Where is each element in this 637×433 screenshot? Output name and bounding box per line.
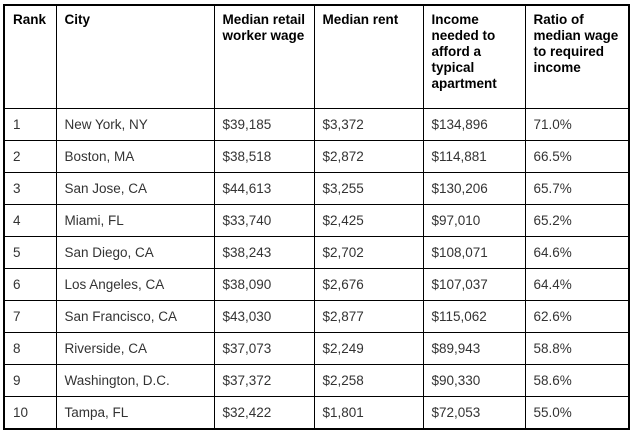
column-header-median-retail-worker-wage: Median retail worker wage [214,5,314,109]
table-cell: 4 [4,205,56,237]
table-cell: San Jose, CA [56,173,214,205]
table-cell: $134,896 [423,109,525,141]
table-cell: $37,372 [214,365,314,397]
table-cell: 64.6% [525,237,629,269]
table-cell: New York, NY [56,109,214,141]
column-header-median-rent: Median rent [314,5,423,109]
table-cell: $39,185 [214,109,314,141]
table-cell: $2,676 [314,269,423,301]
table-cell: 7 [4,301,56,333]
table-cell: $115,062 [423,301,525,333]
table-cell: Washington, D.C. [56,365,214,397]
table-cell: 10 [4,397,56,430]
header-row [4,5,629,109]
table-cell: 66.5% [525,141,629,173]
table-cell: 65.2% [525,205,629,237]
table-cell: 1 [4,109,56,141]
table-cell: $2,702 [314,237,423,269]
table-cell: 64.4% [525,269,629,301]
table-cell: $2,249 [314,333,423,365]
table-row [4,205,629,237]
table-cell: $97,010 [423,205,525,237]
table-cell: Boston, MA [56,141,214,173]
table-cell: 2 [4,141,56,173]
table-cell: $44,613 [214,173,314,205]
table-cell: Miami, FL [56,205,214,237]
table-row [4,173,629,205]
table-cell: $2,425 [314,205,423,237]
table-cell: Riverside, CA [56,333,214,365]
column-header-city: City [56,5,214,109]
table-row [4,301,629,333]
column-header-rank: Rank [4,5,56,109]
table-cell: San Francisco, CA [56,301,214,333]
table-cell: 65.7% [525,173,629,205]
table-row [4,333,629,365]
table-cell: 71.0% [525,109,629,141]
table-cell: $38,243 [214,237,314,269]
table-cell: $108,071 [423,237,525,269]
table-row [4,109,629,141]
table-cell: 55.0% [525,397,629,430]
table-cell: $37,073 [214,333,314,365]
table-cell: $3,255 [314,173,423,205]
table-cell: $114,881 [423,141,525,173]
table-row [4,237,629,269]
table-cell: $2,872 [314,141,423,173]
table-row [4,365,629,397]
table-row [4,141,629,173]
table-cell: $32,422 [214,397,314,430]
table-cell: 58.6% [525,365,629,397]
table-cell: $2,258 [314,365,423,397]
table-cell: $2,877 [314,301,423,333]
table-cell: $43,030 [214,301,314,333]
table-cell: $72,053 [423,397,525,430]
table-cell: 9 [4,365,56,397]
table-cell: $130,206 [423,173,525,205]
table-cell: $3,372 [314,109,423,141]
table-cell: San Diego, CA [56,237,214,269]
table-row [4,397,629,430]
table-cell: 5 [4,237,56,269]
table-cell: $38,518 [214,141,314,173]
table-cell: Los Angeles, CA [56,269,214,301]
table-cell: 3 [4,173,56,205]
table-header [4,5,629,109]
table-cell: $1,801 [314,397,423,430]
table-cell: 6 [4,269,56,301]
table-cell: 58.8% [525,333,629,365]
table-cell: 62.6% [525,301,629,333]
table-cell: $107,037 [423,269,525,301]
column-header-ratio-of-median-wage-to-required-income: Ratio of median wage to required income [525,5,629,109]
table-cell: 8 [4,333,56,365]
table-row [4,269,629,301]
table-cell: $33,740 [214,205,314,237]
table-cell: Tampa, FL [56,397,214,430]
table-cell: $89,943 [423,333,525,365]
wage-affordability-table [3,4,630,430]
table-cell: $38,090 [214,269,314,301]
table-cell: $90,330 [423,365,525,397]
column-header-income-needed-to-afford-a-typical-apartment: Income needed to afford a typical apartment [423,5,525,109]
table-body [4,109,629,430]
